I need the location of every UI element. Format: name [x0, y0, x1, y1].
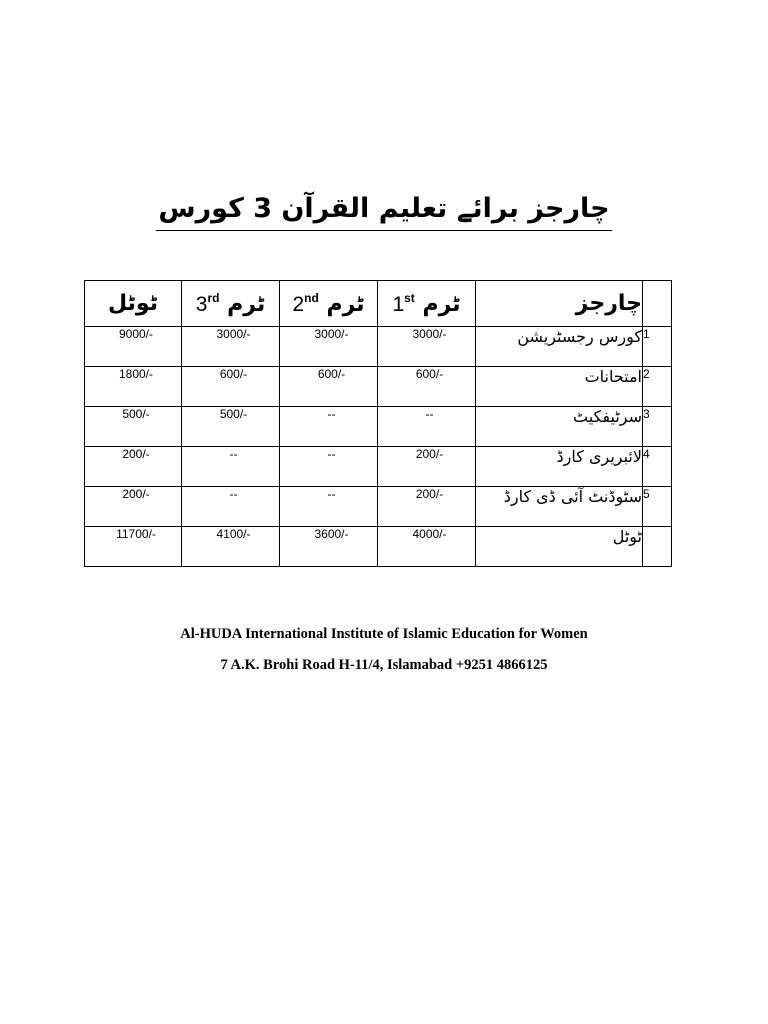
- amount-value: 4000/-: [412, 527, 447, 541]
- term-3-amount-cell: [182, 527, 280, 567]
- term-2-amount-cell: [280, 367, 378, 407]
- amount-value: --: [327, 407, 336, 421]
- row-number-cell: [643, 527, 672, 567]
- term-2-amount-cell: [280, 487, 378, 527]
- table-row: [85, 527, 672, 567]
- charge-name-cell: لائبریری کارڈ: [476, 447, 643, 487]
- amount-value: 600/-: [317, 367, 346, 381]
- amount-value: --: [229, 487, 238, 501]
- term-1-amount-cell: [378, 487, 476, 527]
- amount-value: 11700/-: [116, 527, 156, 541]
- header-charges: چارجز: [476, 281, 643, 327]
- charge-name-cell: سٹوڈنٹ آئی ڈی کارڈ: [476, 487, 643, 527]
- charge-name-cell: سرٹیفکیٹ: [476, 407, 643, 447]
- charge-name-cell: امتحانات: [476, 367, 643, 407]
- header-number: [643, 281, 672, 327]
- term-2-amount-cell: [280, 447, 378, 487]
- total-amount-cell: [85, 367, 182, 407]
- amount-value: --: [327, 447, 336, 461]
- amount-value: --: [425, 407, 434, 421]
- term-1-amount-cell: [378, 447, 476, 487]
- term-1-amount-cell: [378, 327, 476, 367]
- row-number-cell: 3: [643, 407, 672, 447]
- term-3-amount-cell: [182, 407, 280, 447]
- table-row: [85, 367, 672, 407]
- term-1-amount-cell: [378, 367, 476, 407]
- header-term-2: 2nd ٹرم: [280, 281, 378, 327]
- amount-value: 3000/-: [216, 327, 251, 341]
- term-1-amount-cell: [378, 407, 476, 447]
- amount-value: 200/-: [122, 447, 150, 461]
- table-header-row: [85, 281, 672, 327]
- total-amount-cell: [85, 487, 182, 527]
- institute-name: Al-HUDA International Institute of Islamic Education for Women: [180, 626, 588, 642]
- amount-value: --: [229, 447, 238, 461]
- row-number-cell: 5: [643, 487, 672, 527]
- charge-name-cell: ٹوٹل: [476, 527, 643, 567]
- amount-value: 3000/-: [412, 327, 447, 341]
- row-number-cell: 4: [643, 447, 672, 487]
- term-2-amount-cell: [280, 327, 378, 367]
- page-title-text: چارجز برائے تعلیم القرآن 3 کورس: [156, 190, 611, 231]
- term-1-amount-cell: [378, 527, 476, 567]
- table-row: [85, 487, 672, 527]
- amount-value: 4100/-: [216, 527, 251, 541]
- total-amount-cell: [85, 327, 182, 367]
- amount-value: 9000/-: [118, 327, 154, 341]
- term-2-amount-cell: [280, 407, 378, 447]
- row-number-cell: 2: [643, 367, 672, 407]
- table-row: [85, 447, 672, 487]
- amount-value: 200/-: [415, 447, 444, 461]
- amount-value: 200/-: [122, 487, 150, 501]
- header-term-1: 1st ٹرم: [378, 281, 476, 327]
- header-total: ٹوٹل: [85, 281, 182, 327]
- page-title: [0, 190, 768, 231]
- table-row: [85, 327, 672, 367]
- row-number-cell: 1: [643, 327, 672, 367]
- term-3-amount-cell: [182, 487, 280, 527]
- amount-value: 600/-: [415, 367, 444, 381]
- amount-value: --: [327, 487, 336, 501]
- total-amount-cell: [85, 407, 182, 447]
- amount-value: 500/-: [122, 407, 150, 421]
- amount-value: 200/-: [415, 487, 444, 501]
- term-3-amount-cell: [182, 327, 280, 367]
- amount-value: 500/-: [219, 407, 248, 421]
- table-row: [85, 407, 672, 447]
- header-term-3: 3rd ٹرم: [182, 281, 280, 327]
- charge-name-cell: کورس رجسٹریشن: [476, 327, 643, 367]
- term-3-amount-cell: [182, 447, 280, 487]
- amount-value: 600/-: [219, 367, 248, 381]
- total-amount-cell: [85, 447, 182, 487]
- institute-address: 7 A.K. Brohi Road H-11/4, Islamabad +9251 4866125: [220, 657, 548, 673]
- amount-value: 3600/-: [314, 527, 349, 541]
- term-3-amount-cell: [182, 367, 280, 407]
- amount-value: 3000/-: [314, 327, 349, 341]
- amount-value: 1800/-: [118, 367, 154, 381]
- term-2-amount-cell: [280, 527, 378, 567]
- charges-table: [84, 280, 672, 567]
- total-amount-cell: [85, 527, 182, 567]
